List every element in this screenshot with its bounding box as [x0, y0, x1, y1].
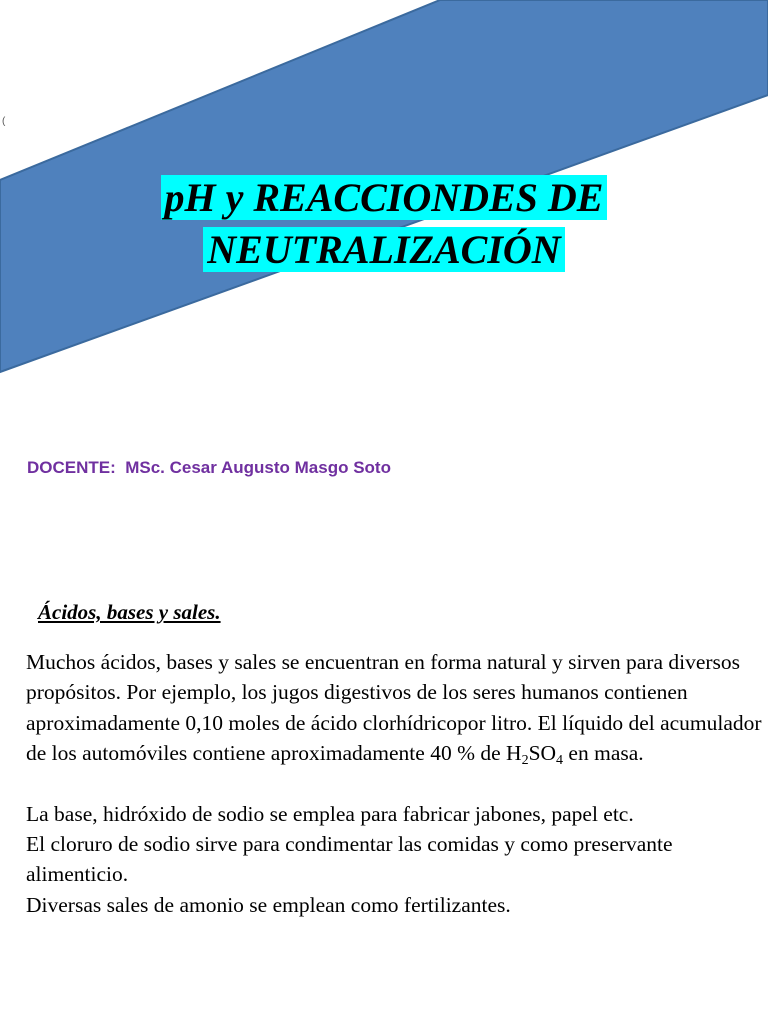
- title-line-2: NEUTRALIZACIÓN: [203, 227, 564, 272]
- section-heading: Ácidos, bases y sales.: [38, 600, 221, 624]
- corner-mark: (: [2, 116, 6, 127]
- paragraph-2-line-2: El cloruro de sodio sirve para condimentar las comidas y como preservante alimenticio.: [26, 832, 673, 887]
- paragraph-1: Muchos ácidos, bases y sales se encuentran en forma natural y sirven para diversos propósitos. Por ejemplo, los jugos digestivos de los seres humanos contienen aproximadamente 0,10 moles de ácido clorhídricopor litro. El líquido del acumulador de los automóviles contiene aproximadamente 40 % de $H_2SO_4$ en masa.: [26, 650, 762, 769]
- page-title: [0, 172, 768, 276]
- docente-label: DOCENTE: MSc. Cesar Augusto Masgo Soto: [27, 458, 391, 477]
- paragraph-2-line-1: La base, hidróxido de sodio se emplea para fabricar jabones, papel etc.: [26, 801, 634, 826]
- paragraph-2-line-3: Diversas sales de amonio se emplean como fertilizantes.: [26, 892, 511, 917]
- title-line-1: pH y REACCIONDES DE: [161, 175, 608, 220]
- paragraph-gap: [26, 769, 766, 799]
- formula-h2so4: $H_2SO_4$: [506, 741, 564, 769]
- body-text: [26, 647, 766, 920]
